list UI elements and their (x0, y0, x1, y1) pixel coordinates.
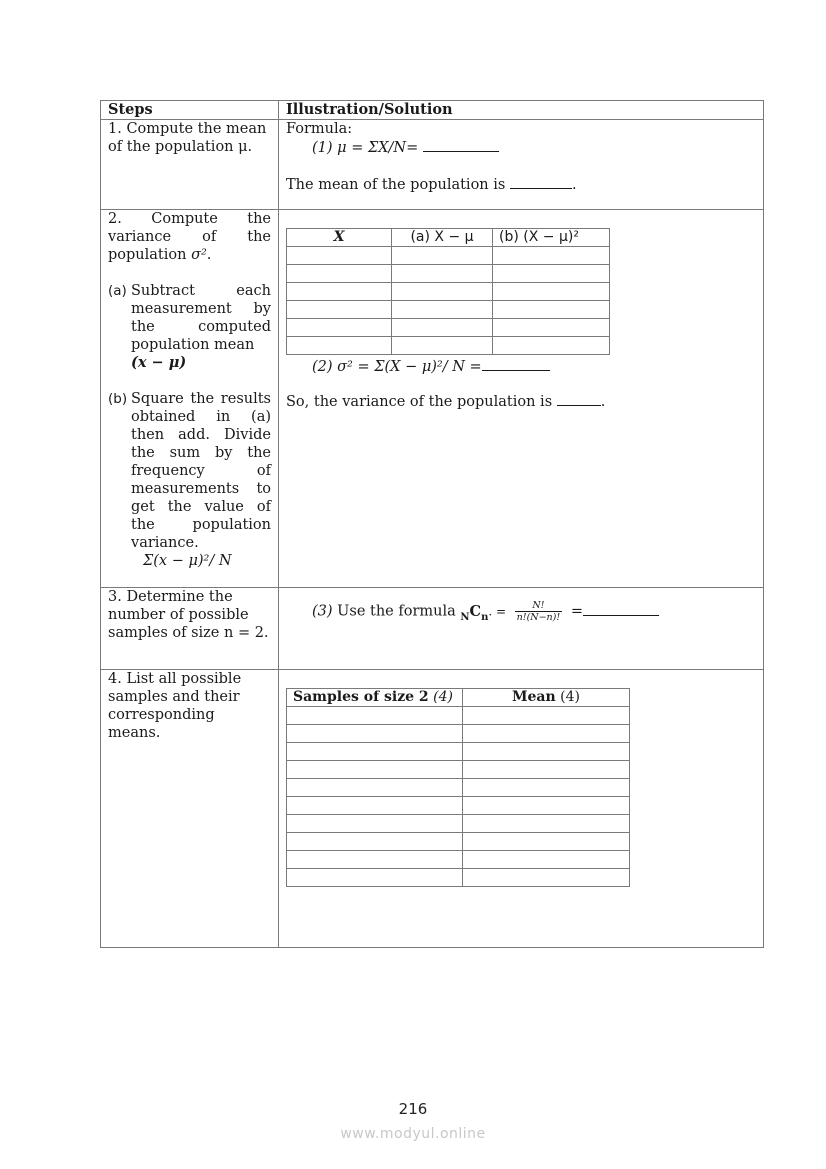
step-3-solution (279, 588, 764, 670)
sample-cell[interactable] (287, 851, 463, 869)
substep-a (108, 282, 271, 372)
mean-result-blank[interactable] (510, 175, 572, 189)
mean-cell[interactable] (463, 833, 630, 851)
substep-a-formula: (x − μ) (131, 354, 187, 371)
step-2-cell (101, 210, 279, 588)
step-1-text: 1. Compute the mean of the population μ. (101, 120, 279, 210)
substep-b-text: Square the results obtained in (a) then add. Divide the sum by the frequency of measurements to get the value of the population variance. (131, 391, 271, 551)
x-cell[interactable] (287, 337, 392, 355)
substep-b-label: (b) (108, 391, 128, 407)
x-cell[interactable] (287, 319, 392, 337)
b-cell[interactable] (493, 265, 610, 283)
mean-cell[interactable] (463, 707, 630, 725)
col-a-header (392, 229, 493, 247)
mean-cell[interactable] (463, 725, 630, 743)
variance-result-text: So, the variance of the population is (286, 394, 553, 410)
b-cell[interactable] (493, 301, 610, 319)
combination-blank[interactable] (583, 602, 659, 616)
combination-fraction (515, 600, 563, 623)
combo-n: n (481, 611, 489, 623)
formula-label: Formula: (286, 121, 353, 137)
combo-equals: . = (488, 604, 507, 619)
mean-cell[interactable] (463, 851, 630, 869)
samples-table (286, 688, 630, 887)
page-number: 216 (398, 1100, 428, 1118)
step-1-row (101, 120, 764, 210)
samples-row (287, 779, 630, 797)
step-2-row (101, 210, 764, 588)
mean-cell[interactable] (463, 797, 630, 815)
variance-result-blank[interactable] (557, 392, 601, 406)
mean-cell[interactable] (463, 743, 630, 761)
worksheet-table (100, 100, 764, 948)
mean-formula-blank[interactable] (423, 138, 499, 152)
sample-cell[interactable] (287, 869, 463, 887)
sample-cell[interactable] (287, 761, 463, 779)
variance-row (287, 247, 610, 265)
a-cell[interactable] (392, 301, 493, 319)
step-4-solution (279, 670, 764, 948)
variance-result-period: . (600, 394, 606, 410)
mean-formula: μ = ΣX/N= (337, 140, 419, 156)
samples-row (287, 761, 630, 779)
col-a-header-text: (a) X − μ (410, 229, 474, 245)
mean-col-header (463, 689, 630, 707)
mean-cell[interactable] (463, 869, 630, 887)
step-3-row (101, 588, 764, 670)
mean-col-ref: (4) (560, 689, 580, 705)
samples-table-header (287, 689, 630, 707)
step-2-text (108, 210, 271, 264)
step-2-period: . (206, 247, 212, 263)
samples-row (287, 815, 630, 833)
variance-formula-blank[interactable] (482, 357, 550, 371)
sample-cell[interactable] (287, 725, 463, 743)
sample-cell[interactable] (287, 797, 463, 815)
sample-cell[interactable] (287, 779, 463, 797)
samples-row (287, 707, 630, 725)
formula-number-1: (1) (312, 140, 333, 156)
mean-col-title: Mean (512, 689, 556, 705)
variance-row (287, 337, 610, 355)
step-4-text: 4. List all possible samples and their corresponding means. (101, 670, 279, 948)
step-4-row (101, 670, 764, 948)
a-cell[interactable] (392, 319, 493, 337)
substep-a-text: Subtract each measurement by the computed population mean (131, 283, 271, 353)
col-x-header: X (287, 229, 392, 247)
step-3-text: 3. Determine the number of possible samples of size n = 2. (101, 588, 279, 670)
mean-cell[interactable] (463, 815, 630, 833)
samples-row (287, 851, 630, 869)
mean-cell[interactable] (463, 779, 630, 797)
step-2-substeps (108, 282, 271, 570)
variance-row (287, 319, 610, 337)
variance-row (287, 301, 610, 319)
x-cell[interactable] (287, 283, 392, 301)
samples-col-header (287, 689, 463, 707)
samples-row (287, 743, 630, 761)
a-cell[interactable] (392, 283, 493, 301)
fraction-numerator: N! (515, 600, 563, 612)
samples-col-title: Samples of size 2 (293, 689, 429, 705)
substep-b-formula: Σ(x − μ)²/ N (143, 553, 232, 569)
variance-row (287, 265, 610, 283)
step-2-solution (279, 210, 764, 588)
mean-result-period: . (571, 177, 577, 193)
sigma-squared: σ² (191, 247, 207, 263)
variance-table-header (287, 229, 610, 247)
x-cell[interactable] (287, 265, 392, 283)
solution-header: Illustration/Solution (279, 101, 764, 120)
mean-cell[interactable] (463, 761, 630, 779)
variance-formula: σ² = Σ(X − μ)²/ N = (337, 359, 482, 375)
variance-table (286, 228, 610, 355)
step-1-solution (279, 120, 764, 210)
steps-header: Steps (101, 101, 279, 120)
combo-C: C (469, 602, 482, 620)
col-b-header-text: (b) (X − μ)² (499, 229, 579, 245)
samples-row (287, 797, 630, 815)
substep-a-label: (a) (108, 283, 127, 299)
mean-result-text: The mean of the population is (286, 177, 506, 193)
formula-number-2: (2) (312, 359, 333, 375)
combination-result-equals: = (570, 603, 583, 620)
samples-row (287, 833, 630, 851)
a-cell[interactable] (392, 265, 493, 283)
b-cell[interactable] (493, 337, 610, 355)
x-cell[interactable] (287, 301, 392, 319)
samples-row (287, 725, 630, 743)
watermark: www.modyul.online (340, 1126, 486, 1142)
b-cell[interactable] (493, 319, 610, 337)
a-cell[interactable] (392, 337, 493, 355)
sample-cell[interactable] (287, 833, 463, 851)
sample-cell[interactable] (287, 815, 463, 833)
samples-row (287, 869, 630, 887)
step-2-intro: 2. Compute the variance of the population (108, 211, 271, 263)
formula-number-3: (3) (312, 603, 333, 620)
combo-N: N (460, 611, 470, 623)
b-cell[interactable] (493, 247, 610, 265)
header-row (101, 101, 764, 120)
combination-text: Use the formula (337, 603, 456, 620)
substep-b (108, 390, 271, 570)
x-cell[interactable] (287, 247, 392, 265)
variance-row (287, 283, 610, 301)
a-cell[interactable] (392, 247, 493, 265)
fraction-denominator: n!(N−n)! (516, 612, 561, 623)
combination-symbol (460, 602, 489, 623)
b-cell[interactable] (493, 283, 610, 301)
sample-cell[interactable] (287, 743, 463, 761)
samples-col-ref: (4) (433, 689, 453, 705)
sample-cell[interactable] (287, 707, 463, 725)
col-b-header (493, 229, 610, 247)
